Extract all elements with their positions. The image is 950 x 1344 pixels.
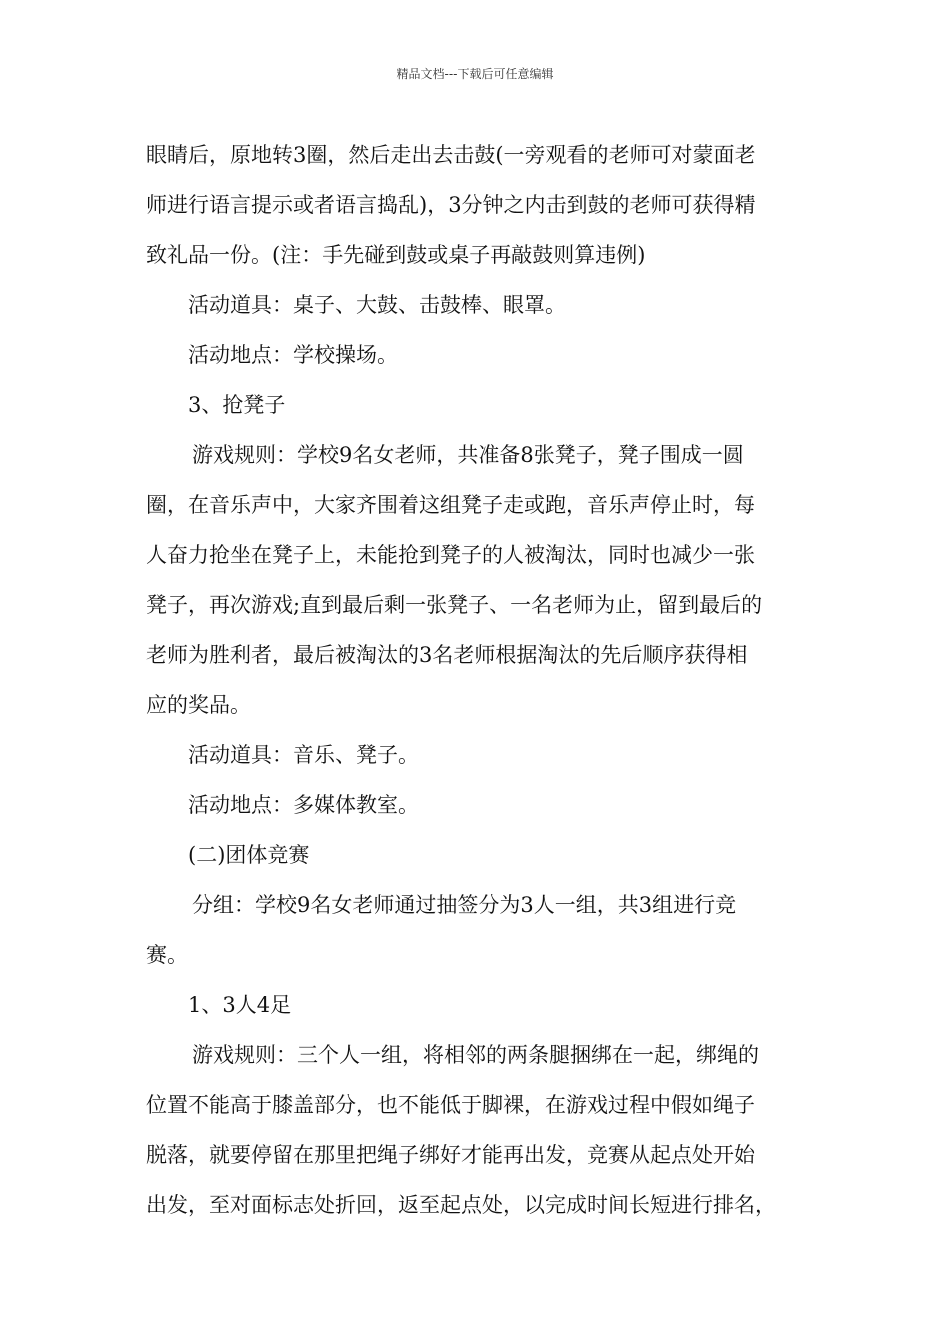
text-line: 凳子，再次游戏;直到最后剩一张凳子、一名老师为止，留到最后的 [146, 593, 763, 617]
text-line: 赛。 [146, 943, 188, 967]
text-line: 活动道具：音乐、凳子。 [188, 743, 419, 767]
text-line: 位置不能高于膝盖部分，也不能低于脚裸，在游戏过程中假如绳子 [146, 1093, 755, 1117]
text-line: 师进行语言提示或者语言捣乱)，3分钟之内击到鼓的老师可获得精 [146, 193, 756, 217]
text-line: 眼睛后，原地转3圈，然后走出去击鼓(一旁观看的老师可对蒙面老 [146, 143, 756, 167]
text-line: 出发，至对面标志处折回，返至起点处，以完成时间长短进行排名， [146, 1193, 776, 1217]
text-line: 人奋力抢坐在凳子上，未能抢到凳子的人被淘汰，同时也减少一张 [146, 543, 755, 567]
text-line: (二)团体竞赛 [188, 843, 310, 867]
text-line: 分组：学校9名女老师通过抽签分为3人一组，共3组进行竞 [192, 893, 737, 917]
text-line: 1、3人4足 [188, 993, 292, 1017]
text-line: 活动地点：学校操场。 [188, 343, 398, 367]
text-line: 圈，在音乐声中，大家齐围着这组凳子走或跑，音乐声停止时，每 [146, 493, 755, 517]
text-line: 老师为胜利者，最后被淘汰的3名老师根据淘汰的先后顺序获得相 [146, 643, 748, 667]
text-line: 活动地点：多媒体教室。 [188, 793, 419, 817]
page-header: 精品文档---下载后可任意编辑 [396, 67, 554, 81]
document-body [146, 130, 818, 1230]
text-line: 3、抢凳子 [188, 393, 286, 417]
text-line: 应的奖品。 [146, 693, 251, 717]
text-line: 游戏规则：学校9名女老师，共准备8张凳子，凳子围成一圆 [192, 443, 744, 467]
text-line: 脱落，就要停留在那里把绳子绑好才能再出发，竞赛从起点处开始 [146, 1143, 755, 1167]
text-line: 游戏规则：三个人一组，将相邻的两条腿捆绑在一起，绑绳的 [192, 1043, 759, 1067]
text-line: 活动道具：桌子、大鼓、击鼓棒、眼罩。 [188, 293, 566, 317]
text-line: 致礼品一份。(注：手先碰到鼓或桌子再敲鼓则算违例) [146, 243, 646, 267]
